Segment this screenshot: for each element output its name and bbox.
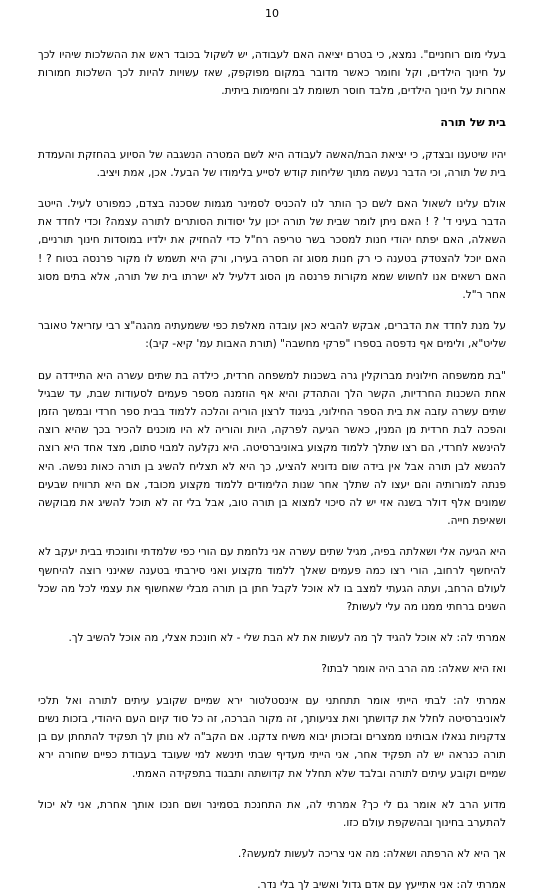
paragraph-9: מדוע הרב לא אומר גם לי כך? אמרתי לה, את התחנכת בסמינר ושם חנכו אותך אחרת, אני לא יכול להתערב בחינוך ובהשקפת עולם כזו. xyxy=(38,798,506,829)
paragraph-11: אמרתי לה: אני אתייעץ עם אדם גדול ואשיב לך בלי נדר. xyxy=(257,879,506,892)
paragraph-5: היא הגיעה אלי ושאלתה בפיה, מגיל שתים עשרה אני נלחמת עם הורי כפי שלמדתי וחונכתי בבית יעקב לא להיחשף לרחוב, הורי רצו כמה פעמים שאלך ללמוד מקצוע ואני סירבתי בטענה שאינני רוצה להיחשף לעולם הרחב, ועתה הגעתי למצב בו לא אוכל לקבל חתן בן תורה מבלי שאחשוף את עצמי לכל מה שכל השנים ברחתי ממנו מה עלי לעשות? xyxy=(38,546,506,614)
paragraph-3: על מנת לחדד את הדברים, אבקש להביא כאן עובדה מאלפת כפי ששמעתיה מהגה"צ רבי עזריאל טאובר שליט"א, ולימים אף נדפסה בספרו "פרקי מחשבה" (תורת האבות עמ' קיא- קיב): xyxy=(38,320,506,351)
paragraph-8: אמרתי לה: לבתי הייתי אומר תתחתני עם אינסטלטור ירא שמיים שקובע עיתים לתורה ואל תלכי לאוניברסיטה לחלל את קדושתך ואת צניעותך, זה מקור הברכה, זה כל סוד קיום העם היהודי, בזכות נשים צדקניות נגאלו אבותינו ממצרים ובזכותן יבוא משיח צדקנו. אם הקב"ה לא נותן לך תפקיד להתחתן עם בן תורה כנראה יש לה תפקיד אחר, אני הייתי מעדיף שבתי תינשא למי שעובד בעבודת כפיים שחורה ירא שמיים וקובע עיתים לתורה ובלבד שלא תחלל את קדושתה ותבגוד בתפקידה האמתי. xyxy=(38,694,506,780)
paragraph-10: אך היא לא הרפתה ושאלה: מה אני צריכה לעשות למעשה?. xyxy=(237,848,506,861)
paragraph-7: ואז היא שאלה: מה הרב היה אומר לבתו? xyxy=(321,663,506,676)
paragraph-4-quote: "בת ממשפחה חילונית מברוקלין גרה בשכנות למשפחה חרדית, כילדה בת שתים עשרה היא התיידדה עם אחת השכנות החרדיות, הקשר הלך והתהדק והיא אף הוזמנה מספר פעמים לסעודות שבת, עד שבגיל שתים עשרה עזבה את בית הספר החילוני, בניגוד לרצון הוריה והלכה ללמוד בבית ספר חרדי ובמשך הזמן והפכה לבת חרדית מן המנין, כאשר הגיעה לפרקה, היות והוריה לא היו מוכנים להכיר בכך שהיא רוצה להינשא לחרדי, הם רצו שתלך ללמוד מקצוע באוניברסיטה. היא נקלעה למבוי סתום, מצד אחד היא רוצה להנשא לבן תורה אבל אין בידה שום נדוניא להציע, כך היא לא תצליח להשיג בן תורה כאות נפשה. היא פנתה למורותיה והם יעצו לה שתלך אחר שנות הלימודים ללמוד מקצוע מכובד, אם היא תרוויח שבעים שמונים אלף דולר בשנה אזי יש לה סיכוי למצוא בן תורה טוב, אבל בלי זה לא תוכל להשיג את מבוקשה ושאיפת חייה. xyxy=(38,369,506,528)
paragraph-2: אולם עלינו לשאול האם לשם כך הותר לנו להכניס לסמינר מגמות שסכנה בצדם, כמפורט לעיל. הייטב הדבר בעיני ד' ? ! האם ניתן לומר שבית של תורה יכון על יסודות הסותרים לתורה עצמה? וכדי לחדד את השאלה, האם יפתח יהודי חנות למסכר בשר טריפה רח"ל כדי להחזיק את ילדיו במוסדות חינוך תורניים, האם יוכל להצטדק בטענה כי רק חנות מסוג זה חסרה בעירו, ורק היא תשמש לו מקור פרנסה בטוח ? ! האם רשאים אנו לחשוש שמא מקורות פרנסה מן הסוג דלעיל לא ישרתו בית של תורה, אלא בתים מסוג אחר ר"ל. xyxy=(38,198,506,302)
paragraph-intro: בעלי מום רוחניים". נמצא, כי בטרם יציאה האם לעבודה, יש לשקול בכובד ראש את ההשלכות שיהיו לכך על חינוך הילדים, וקל וחומר כאשר מדובר במקום מפוקפק, שאז עשויות להיות לכך השלכות חמורות אחרות על חינוך הילדים, מלבד חוסר תשומת לב וחמימות ביתית. xyxy=(38,49,506,98)
section-heading: בית של תורה xyxy=(440,115,506,129)
page-number: 10 xyxy=(265,7,279,20)
paragraph-1: יהיו שיטענו ובצדק, כי יציאת הבת/האשה לעבודה היא לשם המטרה הנשגבה של הסיוע בהחזקת והעמדת בית של תורה, וכי הדבר נעשה מתוך שליחות קודש לסייע בלימודו של הבעל. אכן, אמת ויציב. xyxy=(38,148,506,179)
paragraph-6: אמרתי לה: לא אוכל להגיד לך מה לעשות את לא הבת שלי - לא חונכת אצלי, מה אוכל להשיב לך. xyxy=(68,632,506,645)
